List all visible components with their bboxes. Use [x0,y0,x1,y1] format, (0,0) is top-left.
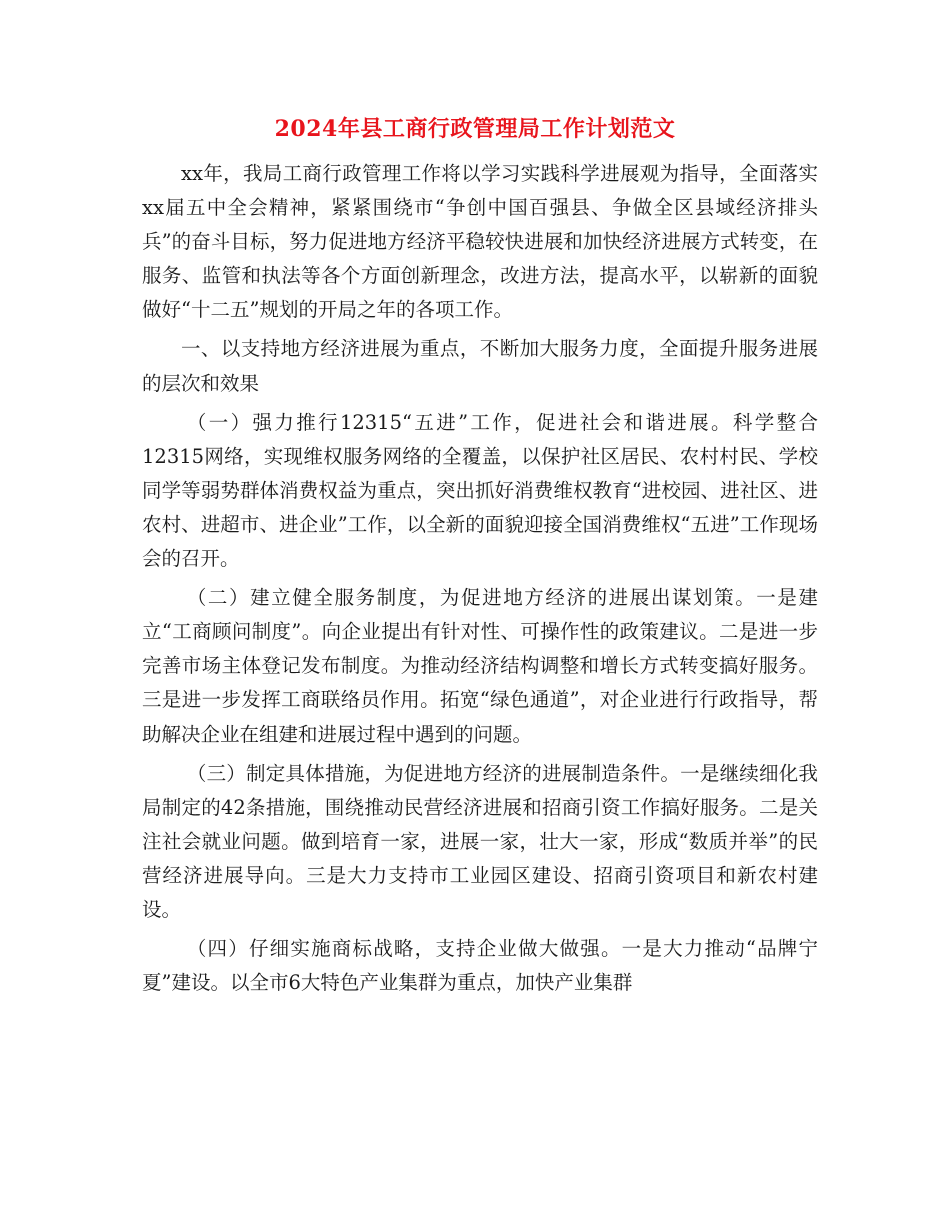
document-title: 2024年县工商行政管理局工作计划范文 [274,116,676,142]
paragraph-item-1: （一）强力推行12315“五进”工作，促进社会和谐进展。科学整合12315网络，实现维权服务网络的全覆盖，以保护社区居民、农村村民、学校同学等弱势群体消费权益为重点，突出抓好消费维权教育“进校园、进社区、进农村、进超市、进企业”工作，以全新的面貌迎接全国消费维权“五进”工作现场会的召开。 [142,410,818,571]
paragraph-item-2: （二）建立健全服务制度，为促进地方经济的进展出谋划策。一是建立“工商顾问制度”。向企业提出有针对性、可操作性的政策建议。二是进一步完善市场主体登记发布制度。为推动经济结构调整和增长方式转变搞好服务。三是进一步发挥工商联络员作用。拓宽“绿色通道”，对企业进行行政指导，帮助解决企业在组建和进展过程中遇到的问题。 [142,586,818,746]
paragraph-item-4: （四）仔细实施商标战略，支持企业做大做强。一是大力推动“品牌宁夏”建设。以全市6大特色产业集群为重点，加快产业集群 [142,937,818,995]
paragraph-item-3: （三）制定具体措施，为促进地方经济的进展制造条件。一是继续细化我局制定的42条措施，围绕推动民营经济进展和招商引资工作搞好服务。二是关注社会就业问题。做到培育一家，进展一家，壮大一家，形成“数质并举”的民营经济进展导向。三是大力支持市工业园区建设、招商引资项目和新农村建设。 [142,761,818,921]
section-heading-1: 一、以支持地方经济进展为重点，不断加大服务力度，全面提升服务进展的层次和效果 [142,337,818,395]
paragraph-intro: xx年，我局工商行政管理工作将以学习实践科学进展观为指导，全面落实xx届五中全会精神，紧紧围绕市“争创中国百强县、争做全区县域经济排头兵”的奋斗目标，努力促进地方经济平稳较快进展和加快经济进展方式转变，在服务、监管和执法等各个方面创新理念，改进方法，提高水平，以崭新的面貌做好“十二五”规划的开局之年的各项工作。 [142,162,818,322]
document-body [142,157,818,1005]
